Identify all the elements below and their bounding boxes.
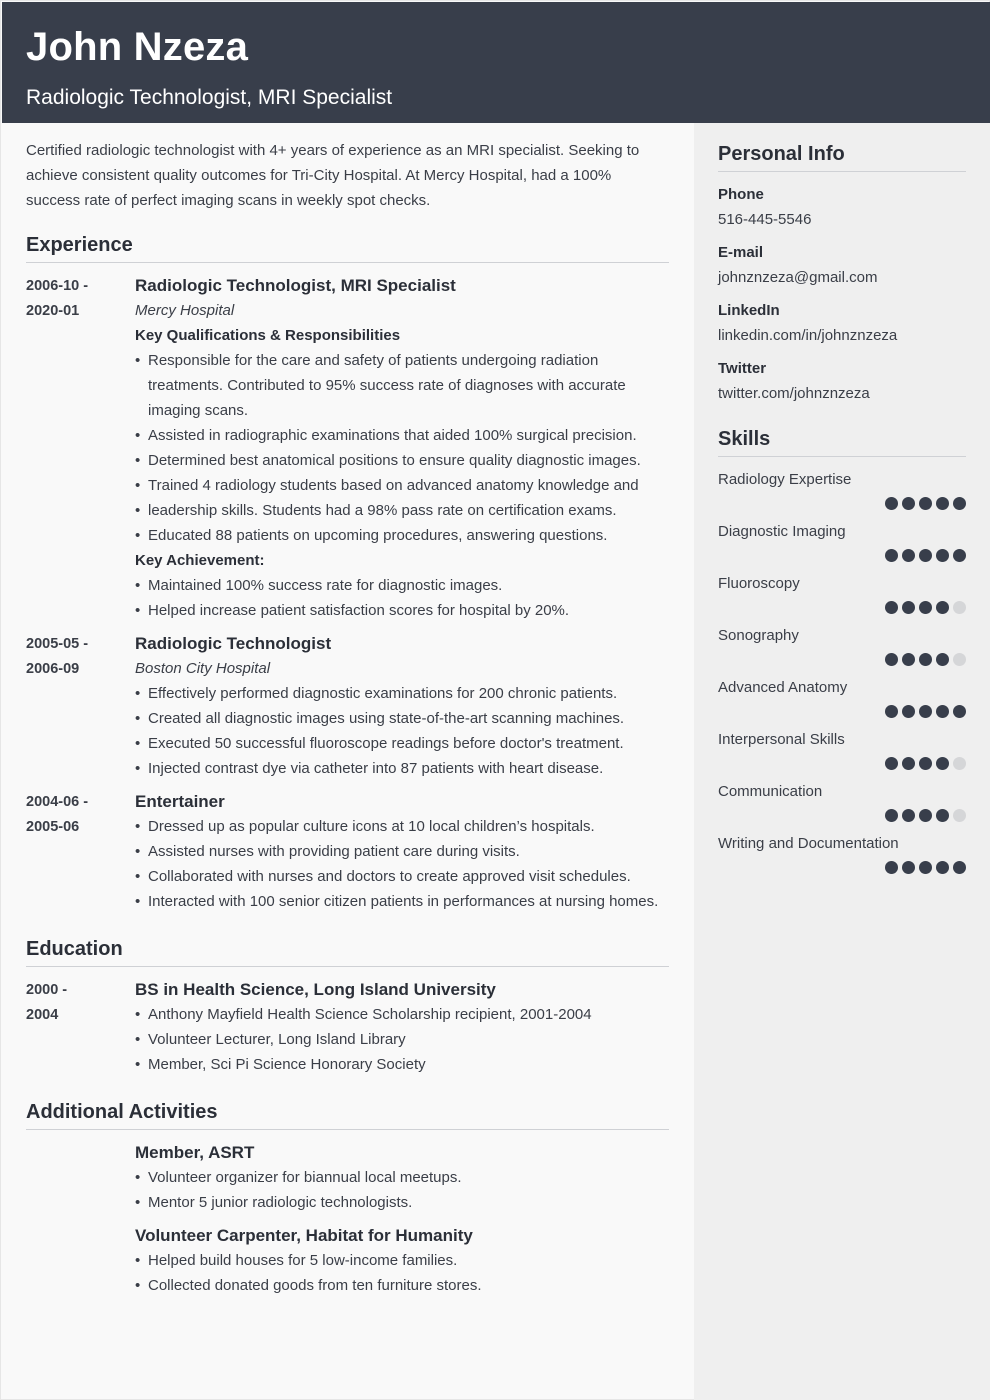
- rating-dot-filled: [885, 549, 898, 562]
- job-role: Entertainer: [135, 792, 225, 811]
- date-end: 2004: [26, 1007, 59, 1023]
- list-item: • Interacted with 100 senior citizen patients in performances at nursing homes.: [135, 889, 669, 914]
- skill-name: Fluoroscopy: [718, 575, 800, 592]
- rating-dot-filled: [919, 653, 932, 666]
- skill-name: Communication: [718, 783, 823, 800]
- job-dates: [26, 273, 135, 623]
- skill-rating: [718, 549, 966, 562]
- rating-dot-filled: [885, 601, 898, 614]
- rating-dot-filled: [885, 809, 898, 822]
- rating-dot-filled: [902, 653, 915, 666]
- date-start: 2006-10 -: [26, 278, 89, 294]
- skill-item: [718, 571, 966, 614]
- list-item: • Educated 88 patients on upcoming procedures, answering questions.: [135, 523, 669, 548]
- list-item: • Assisted in radiographic examinations that aided 100% surgical precision.: [135, 423, 669, 448]
- skill-name: Radiology Expertise: [718, 471, 852, 488]
- date-end: 2020-01: [26, 303, 80, 319]
- job-company: Mercy Hospital: [135, 302, 235, 319]
- list-item: • Injected contrast dye via catheter into 87 patients with heart disease.: [135, 756, 669, 781]
- job-bullets: [135, 814, 669, 914]
- rating-dot-filled: [919, 601, 932, 614]
- rating-dot-filled: [936, 861, 949, 874]
- education-body: [135, 977, 669, 1077]
- activity-title: Volunteer Carpenter, Habitat for Humanity: [135, 1226, 473, 1245]
- rating-dot-empty: [953, 653, 966, 666]
- qualifications-heading: Key Qualifications & Responsibilities: [135, 327, 401, 344]
- rating-dot-filled: [885, 705, 898, 718]
- skill-rating: [718, 497, 966, 510]
- activity-entry: [26, 1140, 669, 1298]
- date-end: 2006-09: [26, 661, 80, 677]
- list-item: • Maintained 100% success rate for diagnostic images.: [135, 573, 669, 598]
- list-item: • Collaborated with nurses and doctors to create approved visit schedules.: [135, 864, 669, 889]
- job-entry: [26, 273, 669, 623]
- job-role: Radiologic Technologist, MRI Specialist: [135, 276, 456, 295]
- skill-item: [718, 727, 966, 770]
- rating-dot-filled: [953, 497, 966, 510]
- achievement-heading: Key Achievement:: [135, 552, 265, 569]
- list-item: • Helped build houses for 5 low-income families.: [135, 1248, 669, 1273]
- date-start: 2004-06 -: [26, 794, 89, 810]
- list-item: • Effectively performed diagnostic examinations for 200 chronic patients.: [135, 681, 669, 706]
- resume-header: [2, 2, 990, 123]
- skill-rating: [718, 653, 966, 666]
- skill-name: Advanced Anatomy: [718, 679, 848, 696]
- rating-dot-filled: [919, 705, 932, 718]
- job-body: [135, 789, 669, 914]
- list-item: • Determined best anatomical positions to ensure quality diagnostic images.: [135, 448, 669, 473]
- rating-dot-filled: [953, 549, 966, 562]
- skill-item: [718, 831, 966, 874]
- rating-dot-filled: [919, 549, 932, 562]
- list-item: • Created all diagnostic images using state-of-the-art scanning machines.: [135, 706, 669, 731]
- linkedin-label: LinkedIn: [718, 302, 780, 319]
- candidate-title: Radiologic Technologist, MRI Specialist: [26, 86, 393, 109]
- skill-item: [718, 779, 966, 822]
- rating-dot-filled: [885, 653, 898, 666]
- job-dates: [26, 631, 135, 781]
- rating-dot-filled: [919, 497, 932, 510]
- skill-item: [718, 519, 966, 562]
- list-item: • Anthony Mayfield Health Science Scholarship recipient, 2001-2004: [135, 1002, 669, 1027]
- rating-dot-filled: [919, 809, 932, 822]
- job-entry: [26, 789, 669, 914]
- education-dates: [26, 977, 135, 1077]
- skill-item: [718, 675, 966, 718]
- list-item: • Volunteer Lecturer, Long Island Library: [135, 1027, 669, 1052]
- rating-dot-filled: [936, 705, 949, 718]
- list-item: • Mentor 5 junior radiologic technologists.: [135, 1190, 669, 1215]
- list-item: • Assisted nurses with providing patient care during visits.: [135, 839, 669, 864]
- education-entry: [26, 977, 669, 1077]
- list-item: • Volunteer organizer for biannual local meetups.: [135, 1165, 669, 1190]
- rating-dot-filled: [936, 653, 949, 666]
- skill-name: Writing and Documentation: [718, 835, 899, 852]
- education-heading: Education: [26, 938, 669, 967]
- rating-dot-filled: [919, 757, 932, 770]
- education-bullets: [135, 1002, 669, 1077]
- rating-dot-empty: [953, 601, 966, 614]
- phone-value: 516-445-5546: [718, 211, 812, 228]
- rating-dot-filled: [902, 497, 915, 510]
- rating-dot-filled: [902, 549, 915, 562]
- skill-name: Sonography: [718, 627, 799, 644]
- list-item: • Executed 50 successful fluoroscope readings before doctor's treatment.: [135, 731, 669, 756]
- job-body: [135, 631, 669, 781]
- personal-info: [718, 182, 966, 406]
- rating-dot-filled: [919, 861, 932, 874]
- job-body: [135, 273, 669, 623]
- list-item: • Dressed up as popular culture icons at 10 local children’s hospitals.: [135, 814, 669, 839]
- skill-rating: [718, 809, 966, 822]
- job-bullets: [135, 348, 669, 548]
- sidebar: [694, 123, 990, 1400]
- twitter-label: Twitter: [718, 360, 767, 377]
- achievement-bullets: [135, 573, 669, 623]
- activity-title: Member, ASRT: [135, 1143, 255, 1162]
- personal-info-heading: Personal Info: [718, 143, 966, 172]
- linkedin-value: linkedin.com/in/johnznzeza: [718, 327, 898, 344]
- rating-dot-filled: [902, 861, 915, 874]
- rating-dot-filled: [953, 705, 966, 718]
- rating-dot-filled: [936, 549, 949, 562]
- email-value: johnznzeza@gmail.com: [718, 269, 878, 286]
- rating-dot-filled: [936, 497, 949, 510]
- skill-item: [718, 467, 966, 510]
- skill-name: Interpersonal Skills: [718, 731, 845, 748]
- email-label: E-mail: [718, 244, 764, 261]
- job-company: Boston City Hospital: [135, 660, 271, 677]
- rating-dot-filled: [885, 861, 898, 874]
- list-item: • Responsible for the care and safety of patients undergoing radiation treatments. Contributed to 95% success rate of diagnoses with accurate imaging scans.: [135, 348, 669, 423]
- skills-heading: Skills: [718, 428, 966, 457]
- rating-dot-filled: [885, 757, 898, 770]
- skill-rating: [718, 601, 966, 614]
- activity-body: [135, 1140, 669, 1298]
- list-item: • Helped increase patient satisfaction scores for hospital by 20%.: [135, 598, 669, 623]
- main-column: [26, 123, 669, 1298]
- date-end: 2005-06: [26, 819, 80, 835]
- date-start: 2005-05 -: [26, 636, 89, 652]
- skill-rating: [718, 861, 966, 874]
- rating-dot-filled: [936, 757, 949, 770]
- activity-bullets: [135, 1248, 669, 1298]
- job-bullets: [135, 681, 669, 781]
- activities-heading: Additional Activities: [26, 1101, 669, 1130]
- rating-dot-filled: [902, 809, 915, 822]
- job-dates: [26, 789, 135, 914]
- rating-dot-filled: [885, 497, 898, 510]
- list-item: • leadership skills. Students had a 98% pass rate on certification exams.: [135, 498, 669, 523]
- twitter-value: twitter.com/johnznzeza: [718, 385, 870, 402]
- date-start: 2000 -: [26, 982, 68, 998]
- skills-list: [718, 467, 966, 874]
- job-entry: [26, 631, 669, 781]
- rating-dot-filled: [936, 601, 949, 614]
- skill-rating: [718, 705, 966, 718]
- experience-heading: Experience: [26, 234, 669, 263]
- summary: Certified radiologic technologist with 4+ years of experience as an MRI specialist. Seeking to achieve consistent quality outcomes for Tri-City Hospital. At Mercy Hospital, had a 100% success rate of perfect imaging scans in weekly spot checks.: [26, 142, 640, 209]
- rating-dot-filled: [902, 757, 915, 770]
- candidate-name: John Nzeza: [26, 25, 249, 69]
- skill-rating: [718, 757, 966, 770]
- rating-dot-empty: [953, 757, 966, 770]
- phone-label: Phone: [718, 186, 764, 203]
- job-role: Radiologic Technologist: [135, 634, 332, 653]
- list-item: • Collected donated goods from ten furniture stores.: [135, 1273, 669, 1298]
- list-item: • Member, Sci Pi Science Honorary Society: [135, 1052, 669, 1077]
- rating-dot-empty: [953, 809, 966, 822]
- rating-dot-filled: [902, 705, 915, 718]
- degree: BS in Health Science, Long Island University: [135, 980, 496, 999]
- skill-item: [718, 623, 966, 666]
- skill-name: Diagnostic Imaging: [718, 523, 846, 540]
- rating-dot-filled: [936, 809, 949, 822]
- rating-dot-filled: [953, 861, 966, 874]
- rating-dot-filled: [902, 601, 915, 614]
- list-item: • Trained 4 radiology students based on advanced anatomy knowledge and: [135, 473, 669, 498]
- activity-bullets: [135, 1165, 669, 1215]
